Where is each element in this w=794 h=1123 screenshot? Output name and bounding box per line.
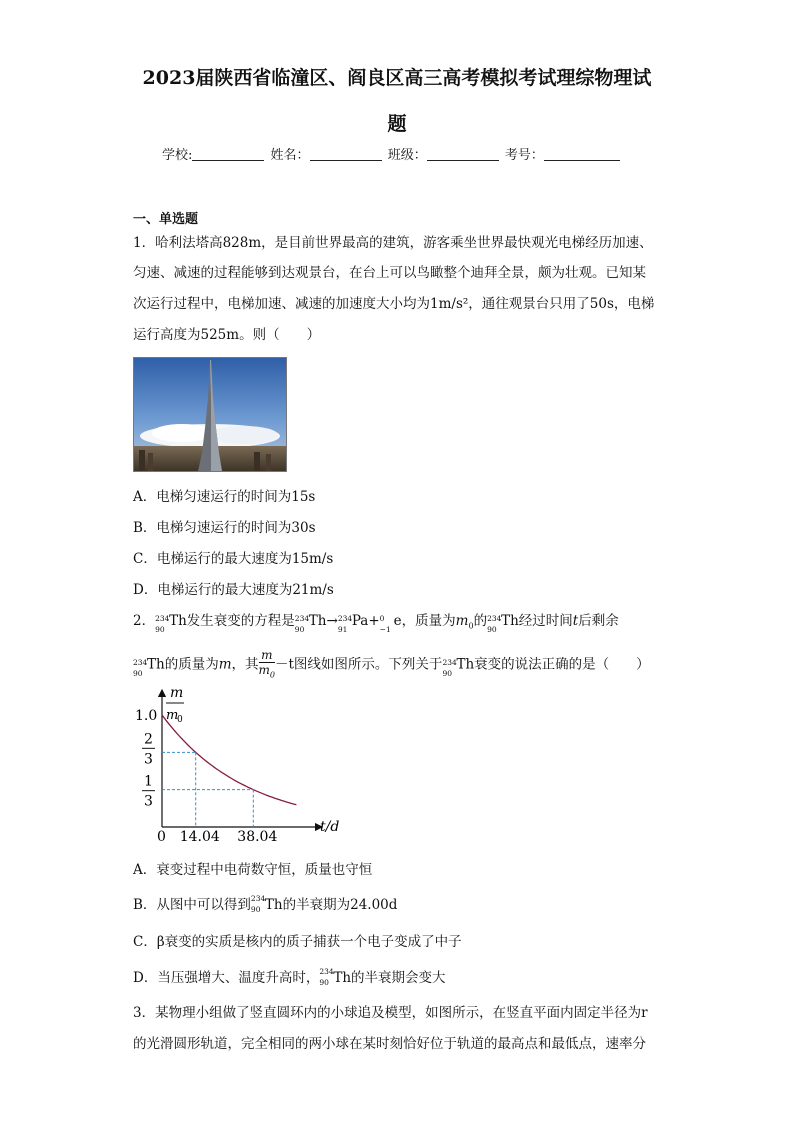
q2-line-2: 234 90 Th的质量为m，其 $\frac{m}{m_0}$ －t图线如图所示。下列关于 234 90 Th衰变的说法正确的是（ ） (133, 648, 650, 682)
x-tick-14.04: 14.04 (179, 829, 220, 842)
q1-option-b[interactable]: B．电梯匀速运行的时间为30s (133, 520, 316, 536)
mass-ratio-fraction: $\frac{m}{m_0}$ (258, 648, 275, 680)
q1-option-d[interactable]: D．电梯运行的最大速度为21m/s (133, 582, 334, 598)
number-label: 考号： (504, 148, 544, 163)
y-tick-2-numerator: 2 (144, 731, 153, 748)
x-tick-0: 0 (157, 829, 166, 842)
th-nuclide: 234 90 (155, 614, 170, 634)
student-info-row (162, 144, 622, 163)
exam-title-line-1: 2023届陕西省临潼区、阎良区高三高考模拟考试理综物理试 (142, 67, 652, 89)
q1-line-1: 1．哈利法塔高828m，是目前世界最高的建筑，游客乘坐世界最快观光电梯经历加速、 (133, 235, 653, 251)
section-heading: 一、单选题 (133, 212, 199, 227)
q2-line-1: 2． 234 90 Th发生衰变的方程是 234 90 Th→ 234 91 Pa+ 0 −1 e，质量为$m_0$的 234 90 Th经过时间t后剩余 (133, 613, 619, 634)
pa-nuclide: 234 91 (337, 614, 353, 634)
electron-nuclide: 0 −1 (379, 614, 391, 634)
th-nuclide: 234 90 (319, 967, 334, 987)
y-axis-label-subscript: 0 (177, 715, 183, 725)
school-label: 学校: (162, 148, 193, 163)
y-tick-3b-denominator: 3 (144, 793, 153, 810)
th-nuclide: 234 90 (250, 894, 266, 914)
y-tick-1.0: 1.0 (135, 708, 158, 724)
q1-line-3: 次运行过程中，电梯加速、减速的加速度大小均为1m/s²，通往观景台只用了50s，电梯 (133, 296, 655, 312)
y-axis-label-numerator: m (170, 685, 184, 701)
th-nuclide: 234 90 (294, 614, 310, 634)
q2-option-b[interactable]: B．从图中可以得到 234 90 Th的半衰期为24.00d (133, 894, 398, 914)
q2-option-a[interactable]: A．衰变过程中电荷数守恒，质量也守恒 (133, 862, 373, 878)
exam-title-line-2: 题 (387, 113, 407, 135)
q3-line-2: 的光滑圆形轨道，完全相同的两小球在某时刻恰好位于轨道的最高点和最低点，速率分 (133, 1036, 646, 1052)
class-blank[interactable] (427, 148, 499, 161)
x-axis-label: t/d (320, 819, 340, 835)
q3-line-1: 3．某物理小组做了竖直圆环内的小球追及模型，如图所示，在竖直平面内固定半径为r (133, 1005, 648, 1021)
q1-option-a[interactable]: A．电梯匀速运行的时间为15s (133, 489, 316, 505)
q2-option-d[interactable]: D．当压强增大、温度升高时， 234 90 Th的半衰期会变大 (133, 967, 446, 987)
decay-curve (162, 715, 296, 805)
decay-chart (130, 682, 345, 846)
q2-option-c[interactable]: C．β衰变的实质是核内的质子捕获一个电子变成了中子 (133, 934, 462, 950)
school-blank[interactable] (192, 148, 264, 161)
q1-option-c[interactable]: C．电梯运行的最大速度为15m/s (133, 551, 334, 567)
th-nuclide: 234 90 (487, 614, 502, 634)
y-tick-3-denominator: 3 (144, 751, 153, 768)
y-tick-1-numerator: 1 (144, 773, 153, 790)
name-blank[interactable] (310, 148, 382, 161)
burj-khalifa-photo (133, 357, 287, 472)
y-axis-label-denominator: m (166, 708, 179, 723)
th-nuclide: 234 90 (133, 657, 148, 678)
name-label: 姓名： (270, 148, 310, 163)
q1-line-4: 运行高度为525m。则（ ） (133, 327, 321, 343)
th-nuclide: 234 90 (442, 657, 457, 678)
number-blank[interactable] (544, 148, 620, 161)
q1-line-2: 匀速、减速的过程能够到达观景台，在台上可以鸟瞰整个迪拜全景，颇为壮观。已知某 (133, 265, 646, 281)
class-label: 班级： (387, 148, 427, 163)
x-tick-38.04: 38.04 (237, 829, 278, 842)
